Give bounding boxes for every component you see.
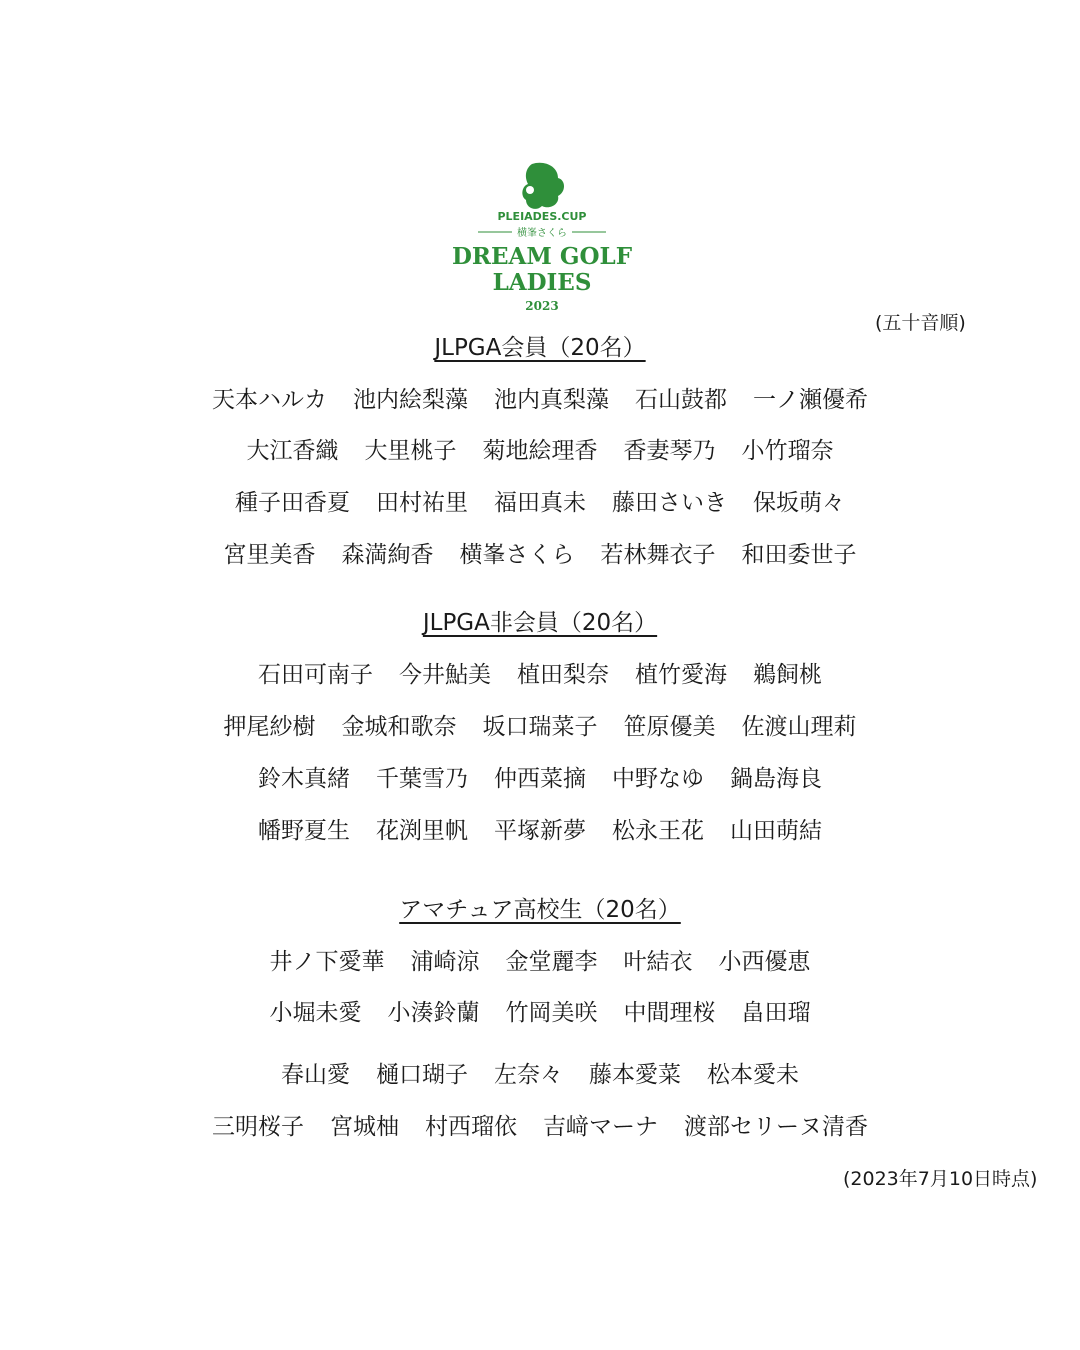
player-name: 坂口瑞菜子	[482, 714, 598, 740]
player-name: 吉﨑マーナ	[543, 1114, 658, 1140]
player-name: 渡部セリーヌ清香	[684, 1114, 868, 1140]
date-note: (2023年7月10日時点)	[843, 1168, 1038, 1190]
player-name: 松永王花	[612, 818, 704, 844]
player-name: 浦崎涼	[410, 949, 480, 975]
name-row	[0, 712, 1080, 742]
player-name: 保坂萌々	[753, 490, 845, 516]
name-row	[0, 436, 1080, 466]
player-name: 畠田瑠	[741, 1000, 811, 1026]
section-title-jlpga-members: JLPGA会員（20名）	[434, 335, 646, 361]
player-name: 宮里美香	[223, 542, 316, 568]
player-name: 小西優恵	[718, 949, 811, 975]
player-name: 鈴木真緒	[258, 766, 350, 792]
tournament-logo	[440, 160, 644, 316]
player-name: 村西瑠依	[425, 1114, 517, 1140]
player-name: 佐渡山理莉	[741, 714, 857, 740]
player-name: 和田委世子	[741, 542, 857, 568]
player-name: 金堂麗李	[505, 949, 598, 975]
player-name: 今井鮎美	[399, 662, 491, 688]
name-row	[0, 660, 1080, 690]
player-name: 松本愛未	[707, 1062, 799, 1088]
name-row	[0, 998, 1080, 1028]
player-name: 藤本愛菜	[589, 1062, 681, 1088]
player-name: 鵜飼桃	[753, 662, 822, 688]
player-name: 小堀未愛	[269, 1000, 362, 1026]
logo-line5: 2023	[525, 299, 559, 313]
player-name: 大里桃子	[364, 438, 457, 464]
logo-line2: 横峯さくら	[517, 228, 567, 239]
logo-line3: DREAM GOLF	[451, 243, 633, 270]
name-row	[0, 947, 1080, 977]
player-name: 笹原優美	[623, 714, 716, 740]
player-name: 小湊鈴蘭	[387, 1000, 480, 1026]
player-name: 金城和歌奈	[341, 714, 457, 740]
logo-line4: LADIES	[492, 269, 592, 296]
player-name: 押尾紗樹	[223, 714, 316, 740]
player-name: 植田梨奈	[517, 662, 609, 688]
player-name: 鍋島海良	[730, 766, 822, 792]
player-name: 幡野夏生	[258, 818, 350, 844]
player-name: 石山鼓都	[635, 387, 727, 413]
player-name: 一ノ瀬優希	[753, 387, 868, 413]
player-name: 左奈々	[494, 1062, 563, 1088]
player-name: 樋口瑚子	[376, 1062, 468, 1088]
player-name: 森満絢香	[341, 542, 434, 568]
player-name: 仲西菜摘	[494, 766, 586, 792]
name-row	[0, 1060, 1080, 1090]
player-name: 種子田香夏	[235, 490, 350, 516]
player-name: 植竹愛海	[635, 662, 727, 688]
name-row	[0, 385, 1080, 415]
order-note: (五十音順)	[875, 312, 966, 334]
name-row	[0, 540, 1080, 570]
player-name: 小竹瑠奈	[741, 438, 834, 464]
player-name: 千葉雪乃	[376, 766, 468, 792]
player-name: 中野なゆ	[612, 766, 704, 792]
player-name: 菊地絵理香	[482, 438, 598, 464]
player-name: 宮城柚	[330, 1114, 399, 1140]
player-name: 三明桜子	[212, 1114, 304, 1140]
player-name: 横峯さくら	[459, 542, 575, 568]
player-name: 石田可南子	[258, 662, 373, 688]
player-name: 山田萌結	[730, 818, 822, 844]
player-name: 天本ハルカ	[212, 387, 327, 413]
section-title-amateur-high-school: アマチュア高校生（20名）	[399, 897, 681, 923]
player-name: 藤田さいき	[612, 490, 727, 516]
player-name: 池内絵梨藻	[353, 387, 468, 413]
name-row	[0, 1112, 1080, 1142]
player-name: 香妻琴乃	[623, 438, 716, 464]
player-name: 福田真未	[494, 490, 586, 516]
logo-line1: PLEIADES.CUP	[497, 210, 587, 223]
player-name: 叶結衣	[623, 949, 693, 975]
name-row	[0, 816, 1080, 846]
name-row	[0, 764, 1080, 794]
player-name: 春山愛	[281, 1062, 350, 1088]
player-name: 竹岡美咲	[505, 1000, 598, 1026]
player-name: 池内真梨藻	[494, 387, 609, 413]
player-name: 井ノ下愛華	[269, 949, 385, 975]
player-name: 田村祐里	[376, 490, 468, 516]
player-name: 平塚新夢	[494, 818, 586, 844]
player-name: 花渕里帆	[376, 818, 468, 844]
logo-graphic	[440, 160, 644, 316]
player-name: 大江香織	[246, 438, 339, 464]
island-mark-icon	[522, 163, 564, 209]
name-row	[0, 488, 1080, 518]
section-title-jlpga-non-members: JLPGA非会員（20名）	[422, 610, 658, 636]
player-name: 若林舞衣子	[600, 542, 716, 568]
player-name: 中間理桜	[623, 1000, 716, 1026]
